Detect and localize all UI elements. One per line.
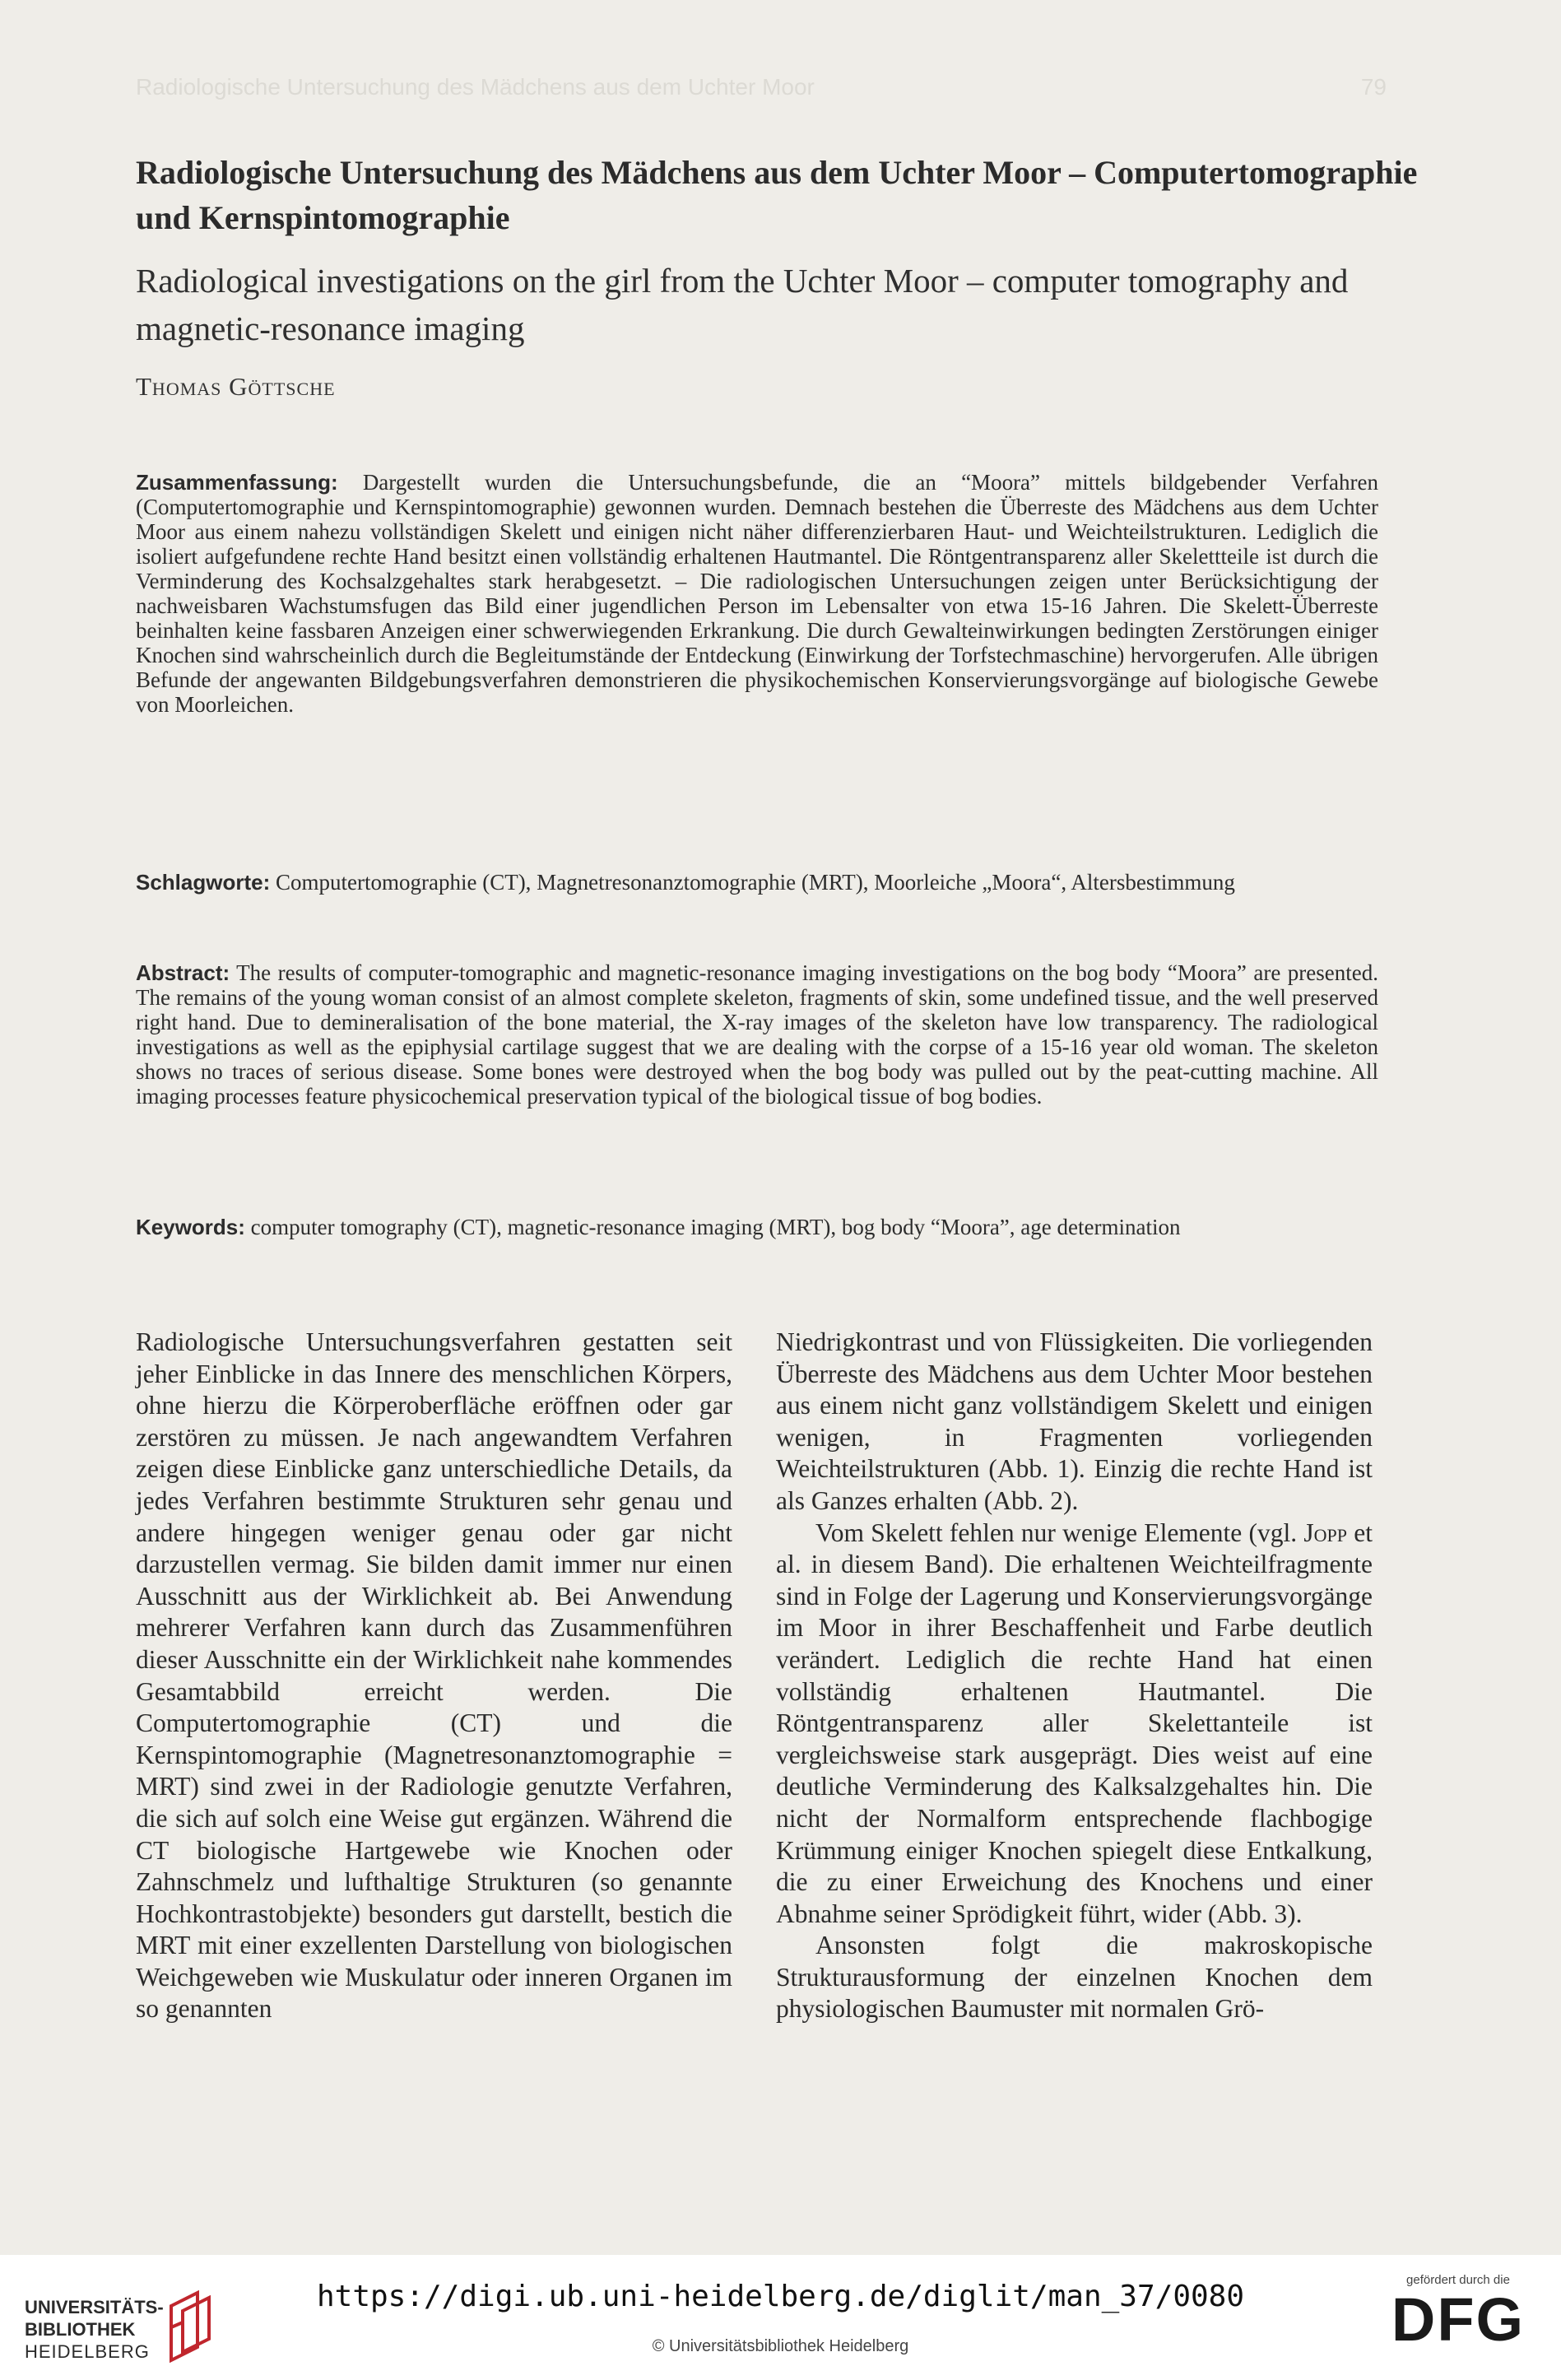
- abstract-paragraph: [136, 960, 1378, 1109]
- summary-label: Zusammenfassung:: [136, 470, 338, 495]
- article-title-german: Radiologische Untersuchung des Mädchens aus dem Uchter Moor – Computertomographie und Kernspintomographie: [136, 154, 1418, 236]
- library-line: UNIVERSITÄTS-: [25, 2297, 164, 2317]
- library-line: BIBLIOTHEK: [25, 2319, 136, 2340]
- body-column-left: [136, 1327, 732, 2025]
- keywords-text: computer tomography (CT), magnetic-resonance imaging (MRT), bog body “Moora”, age determination: [250, 1215, 1181, 1239]
- permalink-url[interactable]: https://digi.ub.uni-heidelberg.de/diglit/man_37/0080: [316, 2280, 1245, 2313]
- funder-logo[interactable]: [1388, 2273, 1528, 2353]
- body-column-right: [776, 1327, 1373, 2025]
- abstract-label: Abstract:: [136, 960, 230, 985]
- body-text: et al. in diesem Band). Die erhaltenen Weichteilfragmente sind in Folge der Lagerung und Konservierungsvorgänge im Moor in ihrer Beschaffenheit und Farbe deutlich verändert. Lediglich die rechte Hand hat einen vollständig erhaltenen Hautmantel. Die Röntgentransparenz aller Skelettanteile ist vergleichsweise stark ausgeprägt. Dies weist auf eine deutliche Verminderung des Kalksalzgehaltes hin. Die nicht der Normalform entsprechende flachbogige Krümmung einiger Knochen spiegelt diese Entkalkung, die zu einer Erweichung des Knochens und einer Abnahme seiner Sprödigkeit führt, wider (Abb. 3).: [776, 1518, 1373, 1928]
- funder-note: gefördert durch die: [1406, 2273, 1510, 2287]
- library-line: HEIDELBERG: [25, 2341, 150, 2362]
- viewer-footer: [0, 2255, 1561, 2380]
- body-text: Vom Skelett fehlen nur wenige Elemente (vgl.: [815, 1518, 1304, 1547]
- running-title: Radiologische Untersuchung des Mädchens aus dem Uchter Moor: [136, 74, 815, 100]
- show-through-header: [136, 67, 1387, 117]
- author-name: Thomas Göttsche: [136, 372, 336, 401]
- body-paragraph: [776, 1518, 1373, 1931]
- article-title-english: Radiological investigations on the girl from the Uchter Moor – computer tomography and magnetic-resonance imaging: [136, 262, 1349, 347]
- body-paragraph: Radiologische Untersuchungsverfahren gestatten seit jeher Einblicke in das Innere des menschlichen Körpers, ohne hierzu die Körperoberfläche eröffnen oder gar zerstören zu müssen. Je nach angewandtem Verfahren zeigen diese Einblicke ganz unterschiedliche Details, da jedes Verfahren bestimmte Strukturen sehr genau und andere hingegen weniger genau oder gar nicht darzustellen vermag. Sie bilden damit immer nur einen Ausschnitt aus der Wirklichkeit ab. Bei Anwendung mehrerer Verfahren kann durch das Zusammenführen dieser Ausschnitte ein der Wirklichkeit nahe kommendes Gesamtabbild erreicht werden. Die Computertomographie (CT) und die Kernspintomographie (Magnetresonanztomographie = MRT) sind zwei in der Radiologie genutzte Verfahren, die sich auf solch eine Weise gut ergänzen. Während die CT biologische Hartgewebe wie Knochen oder Zahnschmelz und lufthaltige Strukturen (so genannte Hochkontrastobjekte) besonders gut darstellt, bestich die MRT mit einer exzellenten Darstellung von biologischen Weichgeweben wie Muskulatur oder inneren Organen im so genannten: [136, 1327, 732, 2024]
- schlagworte-label: Schlagworte:: [136, 870, 271, 895]
- body-paragraph: Niedrigkontrast und von Flüssigkeiten. Die vorliegenden Überreste des Mädchens aus dem Uchter Moor bestehen aus einem nicht ganz vollständigem Skelett und einigen wenigen, in Fragmenten vorliegenden Weichteilstrukturen (Abb. 1). Einzig die rechte Hand ist als Ganzes erhalten (Abb. 2).: [776, 1327, 1373, 1515]
- page-number: 79: [1360, 74, 1387, 100]
- schlagworte-paragraph: [136, 870, 1378, 895]
- copyright-notice: © Universitätsbibliothek Heidelberg: [652, 2337, 909, 2355]
- dfg-logo: DFG: [1391, 2285, 1526, 2354]
- abstract-text: The results of computer-tomographic and magnetic-resonance imaging investigations on the bog body “Moora” are presented. The remains of the young woman consist of an almost complete skeleton, fragments of skin, some undefined tissue, and the well preserved right hand. Due to demineralisation of the bone material, the X-ray images of the skeleton have low transparency. The radiological investigations as well as the epiphysial cartilage suggest that we are dealing with the corpse of a 15-16 year old woman. The skeleton shows no traces of serious disease. Some bones were destroyed when the bog body was pulled out by the peat-cutting machine. All imaging processes feature physicochemical preservation typical of the biological tissue of bog bodies.: [136, 960, 1379, 1109]
- body-paragraph: Ansonsten folgt die makroskopische Strukturausformung der einzelnen Knochen dem physiologischen Baumuster mit normalen Grö-: [776, 1931, 1373, 2024]
- cited-author: Jopp: [1303, 1518, 1348, 1547]
- summary-paragraph: [136, 470, 1378, 717]
- schlagworte-text: Computertomographie (CT), Magnetresonanztomographie (MRT), Moorleiche „Moora“, Altersbestimmung: [276, 870, 1235, 895]
- keywords-label: Keywords:: [136, 1215, 245, 1239]
- keywords-paragraph: [136, 1215, 1378, 1239]
- summary-text: Dargestellt wurden die Untersuchungsbefunde, die an “Moora” mittels bildgebender Verfahren (Computertomographie und Kernspintomographie) gewonnen wurden. Demnach bestehen die Überreste des Mädchens aus dem Uchter Moor aus einem nahezu vollständigen Skelett und einigen nicht näher differenzierbaren Haut- und Weichteilstrukturen. Lediglich die isoliert aufgefundene rechte Hand besitzt einen vollständig erhaltenen Hautmantel. Die Röntgentransparenz aller Skelettteile ist durch die Verminderung des Kochsalzgehaltes stark herabgesetzt. – Die radiologischen Untersuchungen zeigen unter Berücksichtigung der nachweisbaren Wachstumsfugen das Bild einer jugendlichen Person im Lebensalter von etwa 15-16 Jahren. Die Skelett-Überreste beinhalten keine fassbaren Anzeigen einer schwerwiegenden Erkrankung. Die durch Gewalteinwirkungen bedingten Zerstörungen einiger Knochen sind wahrscheinlich durch die Begleitumstände der Entdeckung (Einwirkung der Torfstechmaschine) hervorgerufen. Alle übrigen Befunde der angewanten Bildgebungsverfahren demonstrieren die physikochemischen Konservierungsvorgänge auf biologische Gewebe von Moorleichen.: [136, 470, 1378, 717]
